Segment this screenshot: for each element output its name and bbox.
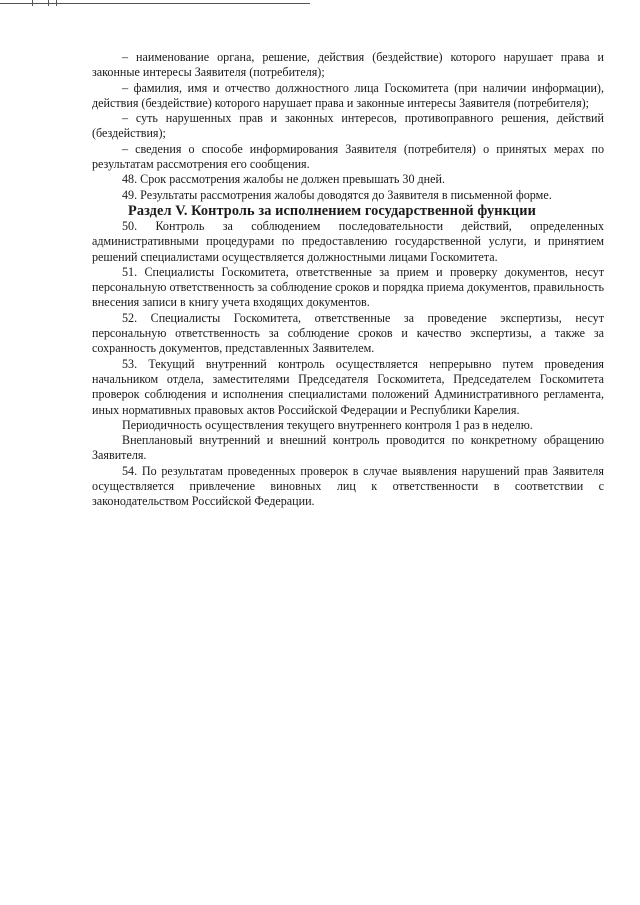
complaint-item-violation: – суть нарушенных прав и законных интересов, противоправного решения, действий (бездействия); — [92, 111, 604, 141]
paragraph-50: 50. Контроль за соблюдением последовательности действий, определенных административными процедурами по предоставлению государственной услуги, и принятием решений специалистами осуществляется должностными лицами Госкомитета. — [92, 218, 604, 264]
paragraph-54: 54. По результатам проведенных проверок в случае выявления нарушений прав Заявителя осуществляется привлечение виновных лиц к ответственности в соответствии с законодательством Российской Федерации. — [92, 463, 604, 509]
document-page — [92, 50, 604, 510]
top-border-rule — [0, 0, 310, 6]
paragraph-53: 53. Текущий внутренний контроль осуществляется непрерывно путем проведения начальником отдела, заместителями Председателя Госкомитета, Председателем Госкомитета проверок соблюдения и исполнения специалистами положений Административного регламента, иных нормативных правовых актов Российской Федерации и Республики Карелия. — [92, 356, 604, 417]
complaint-item-official: – фамилия, имя и отчество должностного лица Госкомитета (при наличии информации), действия (бездействие) которого нарушает права и законные интересы Заявителя (потребителя); — [92, 80, 604, 110]
paragraph-53-unplanned: Внеплановый внутренний и внешний контроль проводится по конкретному обращению Заявителя. — [92, 433, 604, 463]
paragraph-51: 51. Специалисты Госкомитета, ответственные за прием и проверку документов, несут персональную ответственность за соблюдение сроков и порядка приема документов, правильность внесения записи в книгу учета входящих документов. — [92, 264, 604, 310]
paragraph-48: 48. Срок рассмотрения жалобы не должен превышать 30 дней. — [122, 172, 445, 187]
complaint-item-authority: – наименование органа, решение, действия (бездействие) которого нарушает права и законные интересы Заявителя (потребителя); — [92, 50, 604, 80]
paragraph-53-periodicity: Периодичность осуществления текущего внутреннего контроля 1 раз в неделю. — [122, 417, 533, 432]
paragraph-49: 49. Результаты рассмотрения жалобы доводятся до Заявителя в письменной форме. — [122, 187, 552, 202]
paragraph-52: 52. Специалисты Госкомитета, ответственные за проведение экспертизы, несут персональную ответственность за соблюдение сроков и качество экспертизы, а также за сохранность документов, представленных Заявителем. — [92, 310, 604, 356]
section-title: Раздел V. Контроль за исполнением государственной функции — [128, 202, 536, 219]
complaint-item-notification: – сведения о способе информирования Заявителя (потребителя) о принятых мерах по результатам рассмотрения его сообщения. — [92, 141, 604, 172]
